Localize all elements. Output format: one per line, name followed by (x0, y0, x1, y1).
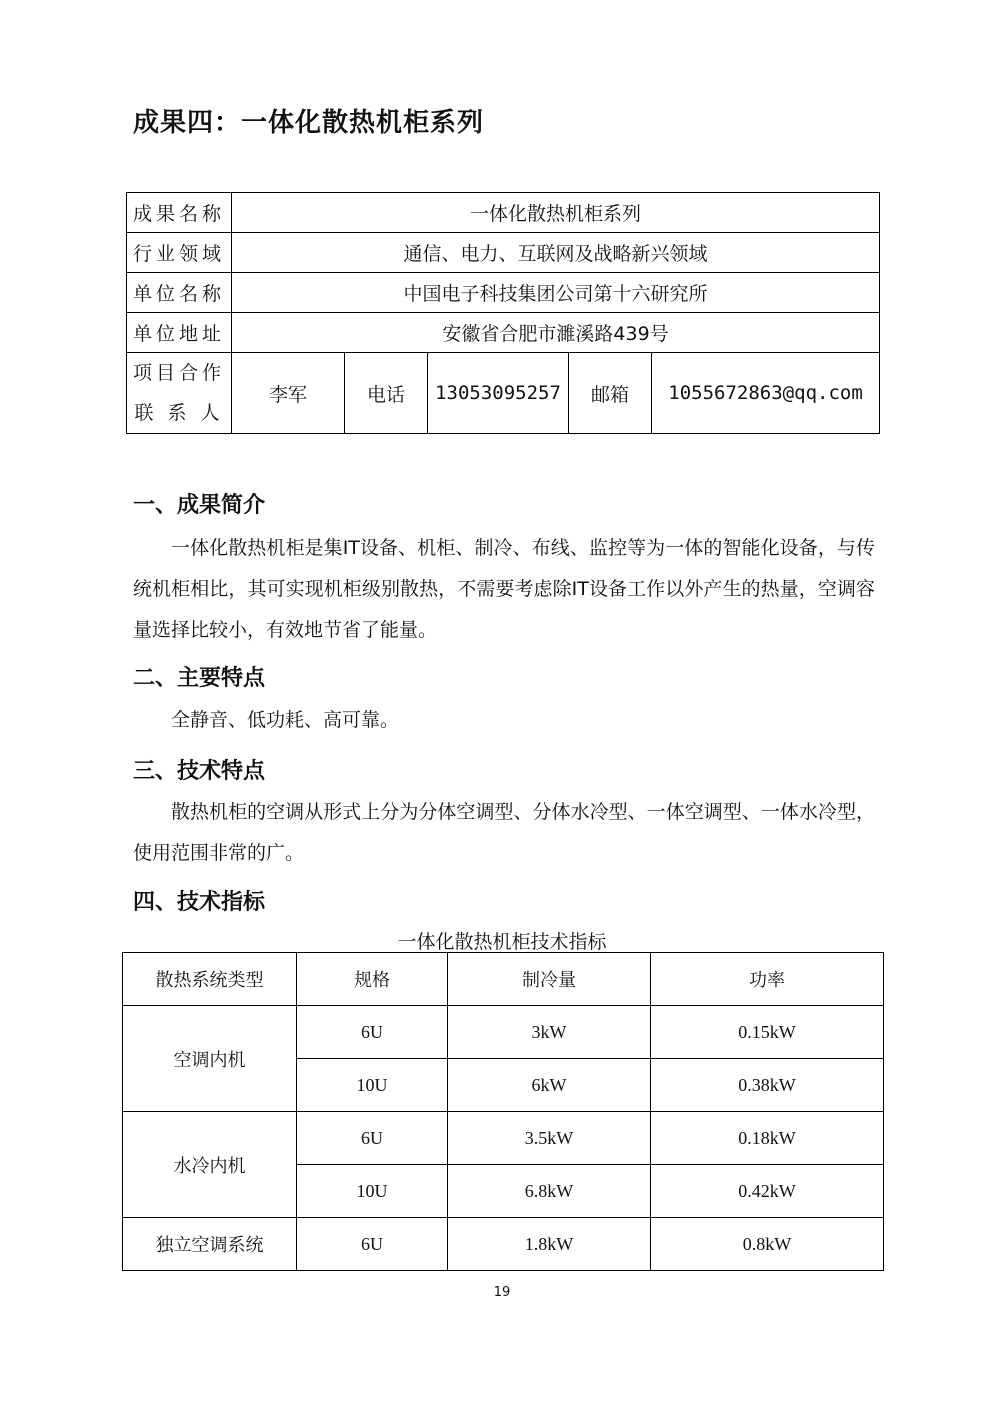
phone-value: 13053095257 (428, 353, 569, 434)
spec-table-caption: 一体化散热机柜技术指标 (397, 931, 607, 953)
section-text-technical: 散热机柜的空调从形式上分为分体空调型、分体水冷型、一体空调型、一体水冷型，使用范围非常的广。 (133, 801, 875, 864)
spec-cell: 10U (297, 1059, 448, 1112)
system-type-cell: 独立空调系统 (123, 1218, 297, 1271)
email-label: 邮箱 (569, 353, 652, 434)
contact-label-line1: 项目合作 (132, 362, 225, 384)
name-label: 成果名称 (127, 193, 232, 233)
spec-table (122, 952, 884, 1271)
contact-label (127, 353, 232, 434)
project-info-table (126, 192, 880, 434)
power-cell: 0.8kW (651, 1218, 884, 1271)
header-cell: 规格 (297, 953, 448, 1006)
power-cell: 0.42kW (651, 1165, 884, 1218)
section-heading-features: 二、主要特点 (133, 666, 266, 691)
section-text-intro: 一体化散热机柜是集IT设备、机柜、制冷、布线、监控等为一体的智能化设备，与传统机柜相比，其可实现机柜级别散热，不需要考虑除IT设备工作以外产生的热量，空调容量选择比较小，有效地节省了能量。 (133, 537, 875, 641)
page-title: 成果四：一体化散热机柜系列 (133, 108, 485, 138)
cooling-cell: 6kW (448, 1059, 651, 1112)
cooling-cell: 6.8kW (448, 1165, 651, 1218)
power-cell: 0.15kW (651, 1006, 884, 1059)
contact-label-line2: 联 系 人 (134, 402, 224, 424)
industry-value: 通信、电力、互联网及战略新兴领域 (232, 233, 880, 273)
table-row (123, 1006, 884, 1059)
power-cell: 0.18kW (651, 1112, 884, 1165)
cooling-cell: 1.8kW (448, 1218, 651, 1271)
system-type-cell: 水冷内机 (123, 1112, 297, 1218)
name-value: 一体化散热机柜系列 (232, 193, 880, 233)
power-cell: 0.38kW (651, 1059, 884, 1112)
system-type-cell: 空调内机 (123, 1006, 297, 1112)
email-value: 1055672863@qq.com (652, 353, 880, 434)
industry-label: 行业领域 (127, 233, 232, 273)
spec-cell: 10U (297, 1165, 448, 1218)
unit-label: 单位名称 (127, 273, 232, 313)
spec-cell: 6U (297, 1218, 448, 1271)
spec-cell: 6U (297, 1112, 448, 1165)
cooling-cell: 3.5kW (448, 1112, 651, 1165)
header-cell: 制冷量 (448, 953, 651, 1006)
cooling-cell: 3kW (448, 1006, 651, 1059)
section-text-features: 全静音、低功耗、高可靠。 (171, 709, 400, 731)
section-heading-technical: 三、技术特点 (133, 759, 266, 784)
address-value: 安徽省合肥市濉溪路439号 (232, 313, 880, 353)
contact-name: 李军 (232, 353, 345, 434)
section-heading-intro: 一、成果简介 (133, 493, 266, 518)
header-cell: 散热系统类型 (123, 953, 297, 1006)
spec-header-row (123, 953, 884, 1006)
section-heading-specs: 四、技术指标 (133, 890, 266, 915)
table-row (123, 1112, 884, 1165)
phone-label: 电话 (345, 353, 428, 434)
table-row (123, 1218, 884, 1271)
unit-value: 中国电子科技集团公司第十六研究所 (232, 273, 880, 313)
address-label: 单位地址 (127, 313, 232, 353)
header-cell: 功率 (651, 953, 884, 1006)
page-number: 19 (493, 1285, 511, 1300)
spec-cell: 6U (297, 1006, 448, 1059)
